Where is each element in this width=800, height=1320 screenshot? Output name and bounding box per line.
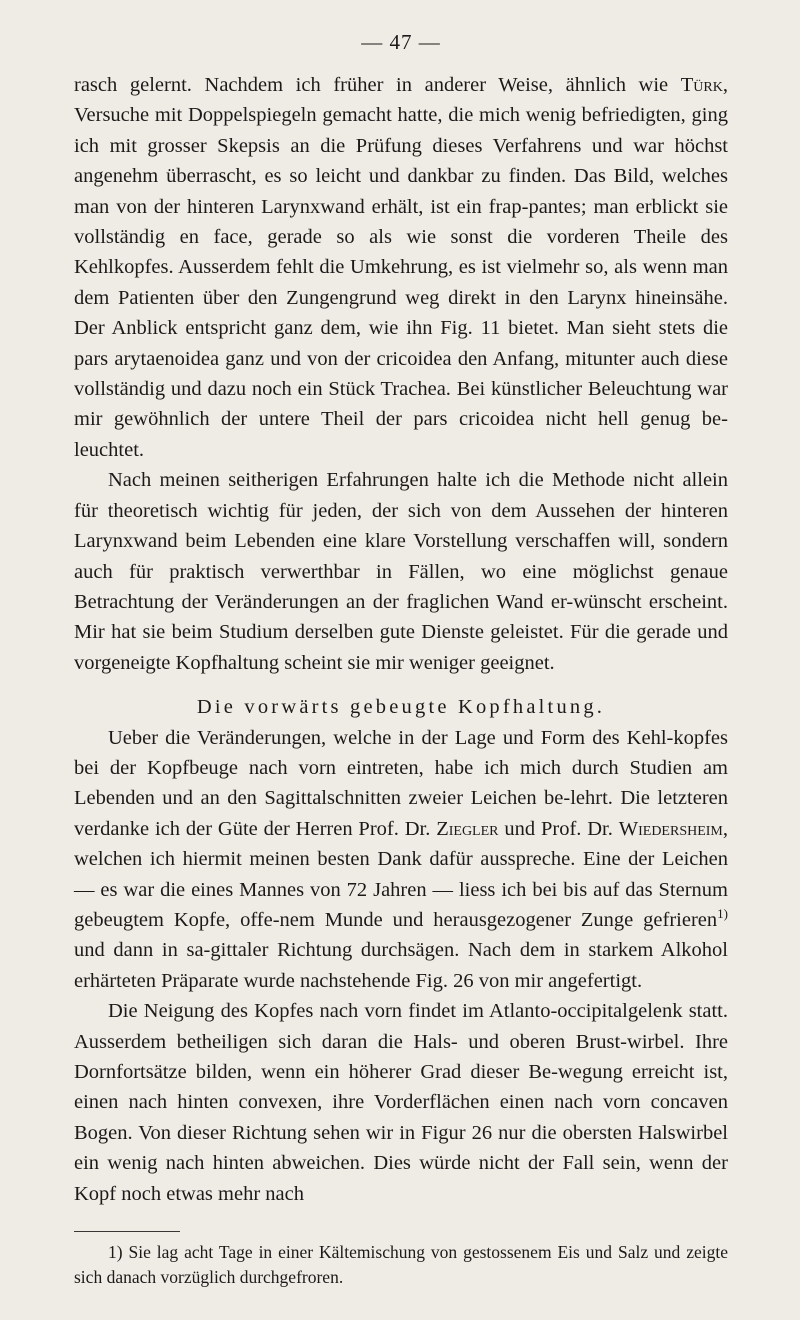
author-name-tuerk: Türk: [680, 74, 723, 96]
paragraph-2: Nach meinen seitherigen Erfahrungen halte ich die Methode nicht allein für theoretisch wichtig für jeden, der sich von dem Aussehen der hinteren Larynxwand beim Lebenden eine klare Vorstellung verschaffen will, sondern auch für praktisch verwerthbar in Fällen, wo eine möglichst genaue Betrachtung der Veränderungen an der fraglichen Wand er-wünscht erscheint. Mir hat sie beim Studium derselben gute Dienste geleistet. Für die gerade und vorgeneigte Kopfhaltung scheint sie mir weniger geeignet.: [74, 469, 728, 674]
text-run: , welchen ich hiermit meinen besten Dank dafür ausspreche. Eine der Leichen — es war die eines Mannes von 72 Jahren — liess ich bei bis auf das Sternum gebeugtem Kopfe, offe-nem Munde und herausgezogener Zunge gefrieren: [74, 817, 728, 931]
author-name-wiedersheim: Wiedersheim: [618, 817, 723, 840]
paragraph-3: [74, 723, 728, 997]
page: [74, 30, 728, 1290]
paragraph-1: [74, 70, 728, 465]
footnote-marker: 1): [717, 906, 728, 922]
text-run: rasch gelernt. Nachdem ich früher in anderer Weise, ähnlich wie: [74, 74, 681, 96]
section-heading: Die vorwärts gebeugte Kopfhaltung.: [196, 696, 606, 719]
text-run: , Versuche mit Doppelspiegeln gemacht hatte, die mich wenig befriedigten, ging ich mit grosser Skepsis an die Prüfung dieses Verfahrens und war höchst angenehm überrascht, es so leicht und dankbar zu finden. Das Bild, welches man von der hinteren Larynxwand erhält, ist ein frap-pantes; man erblickt sie vollständig en face, gerade so als wie sonst die vorderen Theile des Kehlkopfes. Ausserdem fehlt die Umkehrung, es ist vielmehr so, als wenn man dem Patienten über den Zungengrund weg direkt in den Larynx hineinsähe. Der Anblick entspricht ganz dem, wie ihn Fig. 11 bietet. Man sieht stets die pars arytaenoidea ganz und von der cricoidea den Anfang, mitunter auch diese vollständig und dazu noch ein Stück Trachea. Bei künstlicher Beleuchtung war mir gewöhnlich der untere Theil der pars cricoidea nicht hell genug be-leuchtet.: [74, 74, 728, 461]
page-number: — 47 —: [361, 30, 441, 54]
footnote: 1) Sie lag acht Tage in einer Kältemischung von gestossenem Eis und Salz und zeigte sich danach vorzüglich durchgefroren.: [74, 1242, 728, 1288]
text-run: Ueber die Veränderungen, welche in der Lage und Form des Kehl-kopfes bei der Kopfbeuge nach vorn eintreten, habe ich mich durch Studien am Lebenden und an den Sagittalschnitten zweier Leichen be-lehrt. Die letzteren verdanke ich der Güte der Herren Prof. Dr.: [74, 726, 728, 840]
text-run: und dann in sa-gittaler Richtung durchsägen. Nach dem in starkem Alkohol erhärteten Präparate wurde nachstehende Fig. 26 von mir angefertigt.: [74, 939, 728, 992]
text-run: und Prof. Dr.: [498, 817, 619, 840]
author-name-ziegler: Ziegler: [436, 817, 499, 840]
paragraph-4: Die Neigung des Kopfes nach vorn findet im Atlanto-occipitalgelenk statt. Ausserdem betheiligen sich daran die Hals- und oberen Brust-wirbel. Ihre Dornfortsätze bilden, wenn ein höherer Grad dieser Be-wegung erreicht ist, einen nach hinten convexen, ihre Vorderflächen einen nach vorn concaven Bogen. Von dieser Richtung sehen wir in Figur 26 nur die obersten Halswirbel ein wenig nach hinten abweichen. Dies würde nicht der Fall sein, wenn der Kopf noch etwas mehr nach: [74, 1000, 728, 1205]
footnote-divider: [74, 1231, 180, 1232]
